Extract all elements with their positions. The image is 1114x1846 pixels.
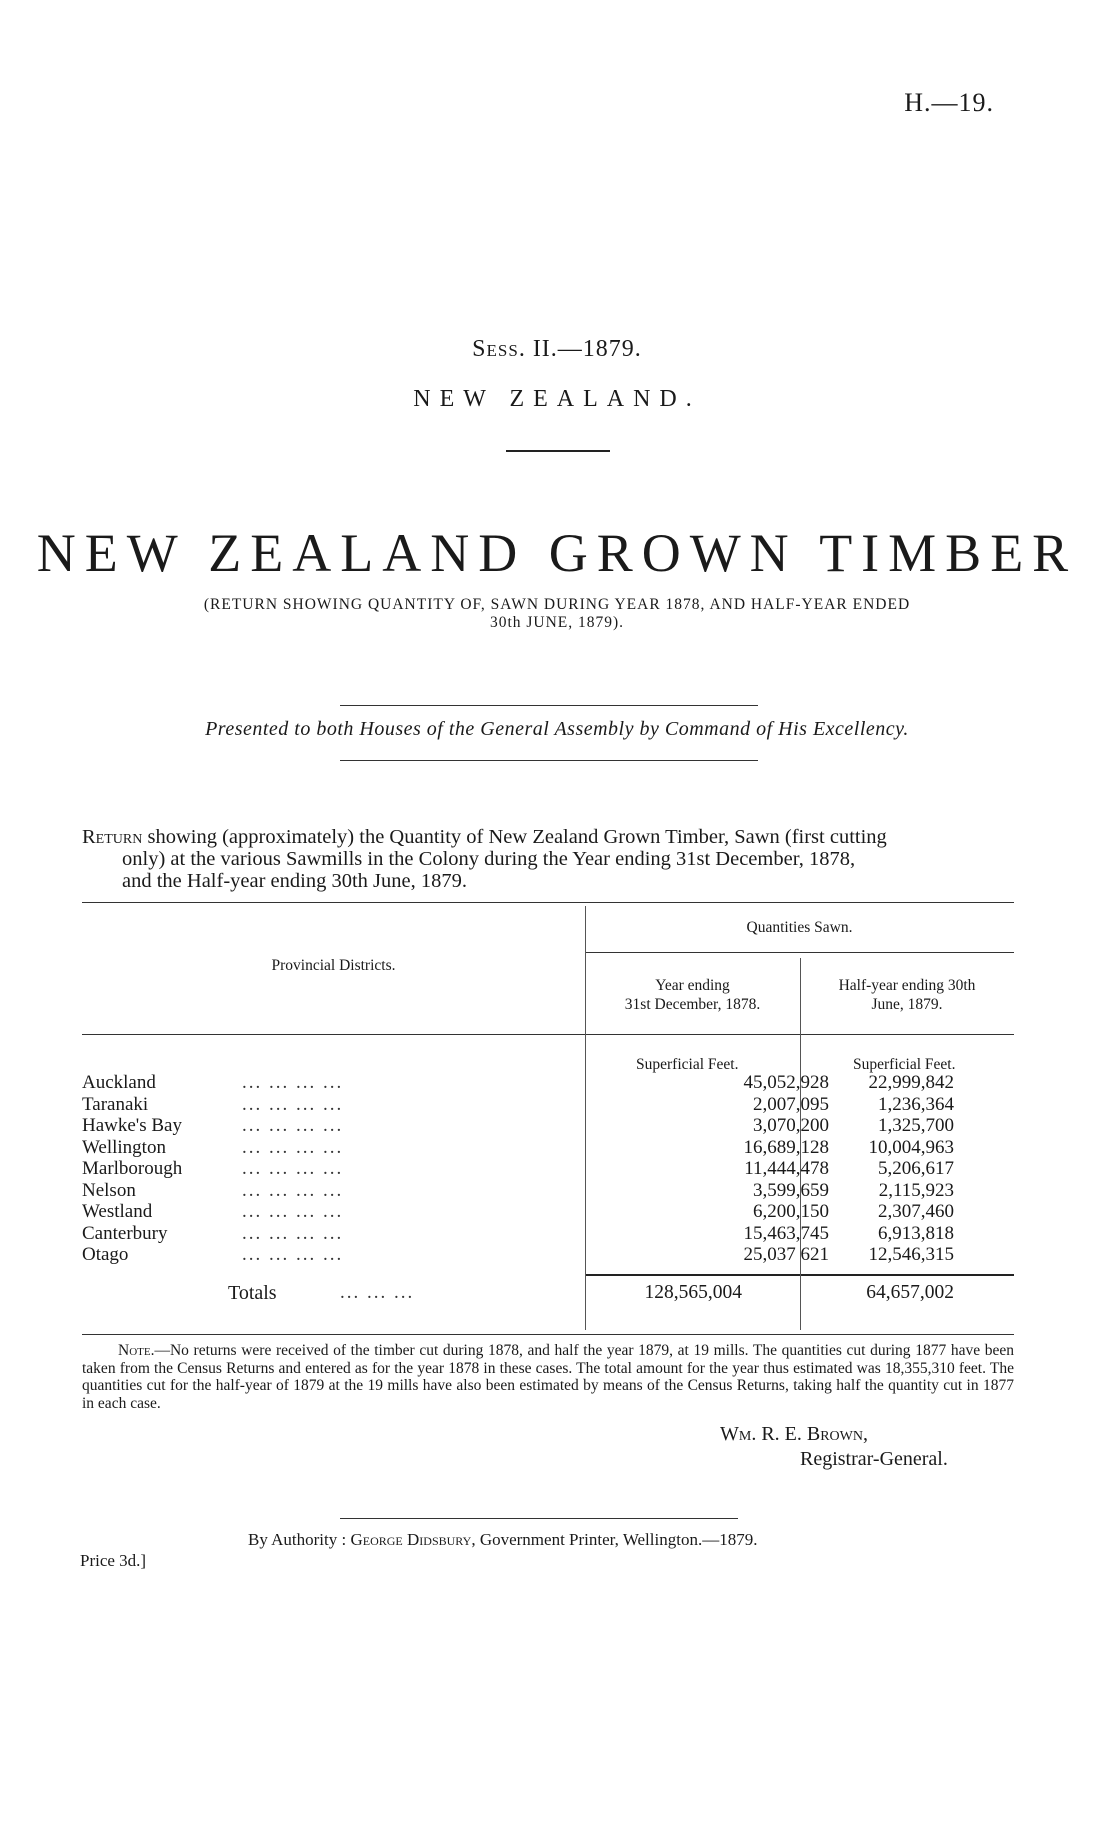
quantities-rule (585, 952, 1014, 953)
footnote (82, 1342, 1014, 1412)
session-line: Sess. II.—1879. (472, 336, 642, 362)
header-bottom-rule (82, 1034, 1014, 1035)
year-value: 15,463,745 (743, 1222, 829, 1244)
table-row (82, 1072, 1014, 1094)
half-year-value: 22,999,842 (868, 1072, 954, 1093)
half-year-value: 10,004,963 (868, 1136, 954, 1158)
district-name: Canterbury (82, 1222, 168, 1244)
half-year-header-line-1: Half-year ending 30th (838, 977, 976, 994)
document-subtitle (110, 596, 1004, 632)
table-row (82, 1158, 1014, 1180)
subtitle-line-2: 30th JUNE, 1879). (489, 614, 625, 631)
table-bottom-rule (82, 1334, 1014, 1335)
leader-dots: ... ... ... ... (242, 1115, 344, 1136)
year-value: 3,070,200 (753, 1115, 829, 1136)
half-year-value: 12,546,315 (868, 1244, 954, 1265)
table-row (82, 1180, 1014, 1202)
return-description (82, 826, 1014, 892)
table-row (82, 1244, 1014, 1266)
year-value: 45,052,928 (743, 1072, 829, 1093)
return-text-2: only) at the various Sawmills in the Colony during the Year ending 31st December, 1878, (122, 848, 856, 870)
leader-dots: ... ... ... ... (242, 1093, 344, 1115)
district-name: Nelson (82, 1179, 136, 1201)
document-title: NEW ZEALAND GROWN TIMBER (36, 523, 1078, 583)
half-year-value: 2,115,923 (878, 1179, 954, 1201)
printer-name: George Didsbury (350, 1530, 472, 1549)
return-lead: Return (82, 826, 143, 848)
half-year-column-header (800, 976, 1014, 1014)
page-reference: H.—19. (904, 88, 994, 117)
year-value: 25,037 621 (743, 1244, 829, 1265)
authority-prefix: By Authority : (248, 1530, 351, 1549)
presented-rule-bottom (340, 760, 758, 761)
district-column-header: Provincial Districts. (271, 957, 396, 974)
totals-label: Totals (228, 1282, 277, 1304)
year-column-header (585, 976, 800, 1014)
leader-dots: ... ... ... ... (242, 1179, 344, 1201)
district-name: Westland (82, 1201, 153, 1222)
price-label: Price 3d.] (80, 1551, 147, 1570)
signatory-name: Wm. R. E. Brown, (720, 1423, 868, 1445)
district-name: Wellington (82, 1136, 166, 1158)
table-row (82, 1201, 1014, 1223)
district-name: Marlborough (82, 1158, 183, 1179)
return-text-3: and the Half-year ending 30th June, 1879. (122, 870, 467, 892)
leader-dots: ... ... ... ... (242, 1158, 344, 1179)
table-top-rule (82, 902, 1014, 903)
authority-suffix: , Government Printer, Wellington.—1879. (471, 1530, 758, 1549)
half-year-value: 1,325,700 (878, 1115, 954, 1136)
leader-dots: ... ... ... ... (242, 1244, 344, 1265)
presented-rule-top (340, 705, 758, 706)
year-value: 11,444,478 (744, 1158, 829, 1179)
totals-leader-dots: ... ... ... (340, 1282, 415, 1303)
printer-imprint (248, 1530, 757, 1550)
half-year-header-line-2: June, 1879. (871, 996, 943, 1013)
signatory-title: Registrar-General. (800, 1448, 948, 1470)
half-year-value: 1,236,364 (878, 1093, 954, 1115)
table-row (82, 1094, 1014, 1116)
note-label: Note. (118, 1342, 155, 1359)
half-year-value: 5,206,617 (878, 1158, 954, 1179)
year-header-line-2: 31st December, 1878. (624, 996, 761, 1013)
presented-statement: Presented to both Houses of the General Assembly by Command of His Excellency. (205, 718, 909, 740)
country-line: NEW ZEALAND. (413, 386, 701, 412)
total-year-value: 128,565,004 (644, 1282, 742, 1303)
district-name: Taranaki (82, 1093, 149, 1115)
half-year-value: 2,307,460 (878, 1201, 954, 1222)
year-value: 16,689,128 (743, 1136, 829, 1158)
leader-dots: ... ... ... ... (242, 1222, 344, 1244)
footer-rule (340, 1518, 738, 1519)
leader-dots: ... ... ... ... (242, 1072, 344, 1093)
note-text: —No returns were received of the timber cut during 1878, and half the year 1879, at 19 mills. The quantities cut during 1877 have been taken from the Census Returns and entered as for the year 1878 in these cases. The total amount for the year thus estimated was 18,355,310 feet. The quantities cut for the half-year of 1879 at the 19 mills have also been estimated by means of the Census Returns, taking half the quantity cut in 1877 in each case. (82, 1342, 1014, 1412)
year-value: 2,007,095 (753, 1093, 829, 1115)
year-value: 3,599,659 (753, 1179, 829, 1201)
table-row (82, 1115, 1014, 1137)
year-unit-label: Superficial Feet. (636, 1056, 739, 1073)
leader-dots: ... ... ... ... (242, 1136, 344, 1158)
year-value: 6,200,150 (753, 1201, 829, 1222)
half-year-unit-label: Superficial Feet. (853, 1056, 956, 1073)
leader-dots: ... ... ... ... (242, 1201, 344, 1222)
district-name: Otago (82, 1244, 129, 1265)
masthead-rule (506, 450, 610, 452)
quantities-sawn-header: Quantities Sawn. (746, 919, 853, 936)
district-name: Auckland (82, 1072, 156, 1093)
table-row (82, 1137, 1014, 1159)
subtitle-line-1: (RETURN SHOWING QUANTITY OF, SAWN DURING YEAR 1878, AND HALF-YEAR ENDED (203, 596, 911, 613)
year-header-line-1: Year ending (655, 977, 730, 994)
return-text-1: showing (approximately) the Quantity of New Zealand Grown Timber, Sawn (first cutting (142, 826, 887, 848)
half-year-value: 6,913,818 (878, 1222, 954, 1244)
table-row (82, 1223, 1014, 1245)
total-half-year-value: 64,657,002 (866, 1282, 954, 1303)
district-name: Hawke's Bay (82, 1115, 182, 1136)
